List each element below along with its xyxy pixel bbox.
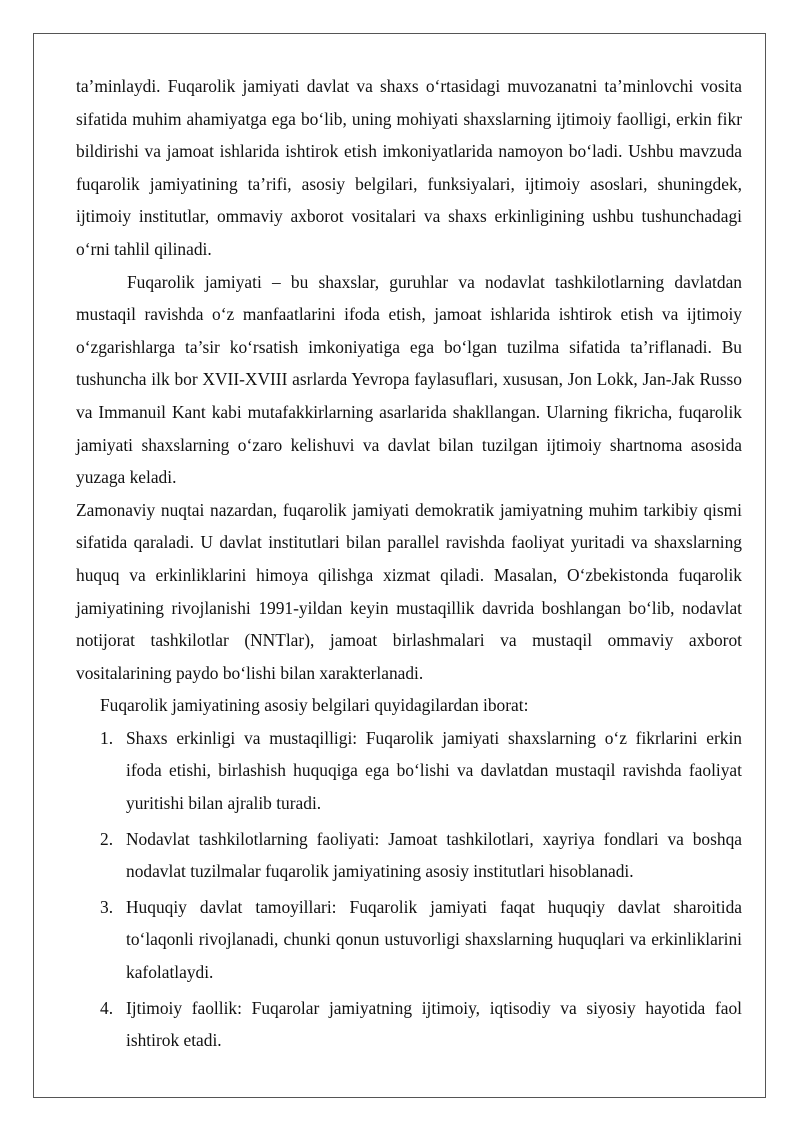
list-item-text: Huquqiy davlat tamoyillari: Fuqarolik jamiyati faqat huquqiy davlat sharoitida to‘laqonli rivojlanadi, chunki qonun ustuvorligi shaxslarning huquqlari va erkinliklarini kafolatlaydi. bbox=[126, 896, 742, 983]
list-item-number: 4. bbox=[100, 997, 114, 1018]
list-item-text: Ijtimoiy faollik: Fuqarolar jamiyatning ijtimoiy, iqtisodiy va siyosiy hayotida faol ishtirok etadi. bbox=[126, 997, 742, 1051]
list-item bbox=[76, 992, 742, 1057]
features-list bbox=[76, 722, 742, 1057]
list-item bbox=[76, 823, 742, 888]
list-item bbox=[76, 891, 742, 989]
list-item bbox=[76, 722, 742, 820]
list-item-text: Shaxs erkinligi va mustaqilligi: Fuqarolik jamiyati shaxslarning o‘z fikrlarini erkin ifoda etishi, birlashish huquqiga ega bo‘lishi va davlatdan mustaqil ravishda faoliyat yuritishi bilan ajralib turadi. bbox=[126, 727, 742, 814]
list-item-number: 3. bbox=[100, 896, 114, 917]
paragraph-modern-view: Zamonaviy nuqtai nazardan, fuqarolik jamiyati demokratik jamiyatning muhim tarkibiy qismi sifatida qaraladi. U davlat institutlari bilan parallel ravishda faoliyat yuritadi va shaxslarning huquq va erkinliklarini himoya qilishga xizmat qiladi. Masalan, O‘zbekistonda fuqarolik jamiyatining rivojlanishi 1991-yildan keyin mustaqillik davrida boshlangan bo‘lib, nodavlat notijorat tashkilotlar (NNTlar), jamoat birlashmalari va mustaqil ommaviy axborot vositalarining paydo bo‘lishi bilan xarakterlanadi. bbox=[76, 499, 742, 683]
paragraph-continuation: ta’minlaydi. Fuqarolik jamiyati davlat va shaxs o‘rtasidagi muvozanatni ta’minlovchi vosita sifatida muhim ahamiyatga ega bo‘lib, uning mohiyati shaxslarning ijtimoiy faolligi, erkin fikr bildirishi va jamoat ishlarida ishtirok etish imkoniyatlarida namoyon bo‘ladi. Ushbu mavzuda fuqarolik jamiyatining ta’rifi, asosiy belgilari, funksiyalari, ijtimoiy asoslari, shuningdek, ijtimoiy institutlar, ommaviy axborot vositalari va shaxs erkinligining ushbu tushunchadagi o‘rni tahlil qilinadi. bbox=[76, 76, 742, 259]
document-body bbox=[76, 70, 742, 1060]
list-intro: Fuqarolik jamiyatining asosiy belgilari quyidagilardan iborat: bbox=[100, 695, 529, 716]
list-item-number: 1. bbox=[100, 727, 114, 748]
list-item-number: 2. bbox=[100, 828, 114, 849]
list-item-text: Nodavlat tashkilotlarning faoliyati: Jamoat tashkilotlari, xayriya fondlari va boshqa nodavlat tuzilmalar fuqarolik jamiyatining asosiy institutlari hisoblanadi. bbox=[126, 828, 742, 882]
paragraph-definition: Fuqarolik jamiyati – bu shaxslar, guruhlar va nodavlat tashkilotlarning davlatdan mustaqil ravishda o‘z manfaatlarini ifoda etish, jamoat ishlarida ishtirok etish va ijtimoiy o‘zgarishlarga ta’sir ko‘rsatish imkoniyatiga ega bo‘lgan tuzilma sifatida ta’riflanadi. Bu tushuncha ilk bor XVII-XVIII asrlarda Yevropa faylasuflari, xususan, Jon Lokk, Jan-Jak Russo va Immanuil Kant kabi mutafakkirlarning asarlarida shakllangan. Ularning fikricha, fuqarolik jamiyati shaxslarning o‘zaro kelishuvi va davlat bilan tuzilgan ijtimoiy shartnoma asosida yuzaga keladi. bbox=[76, 271, 742, 488]
